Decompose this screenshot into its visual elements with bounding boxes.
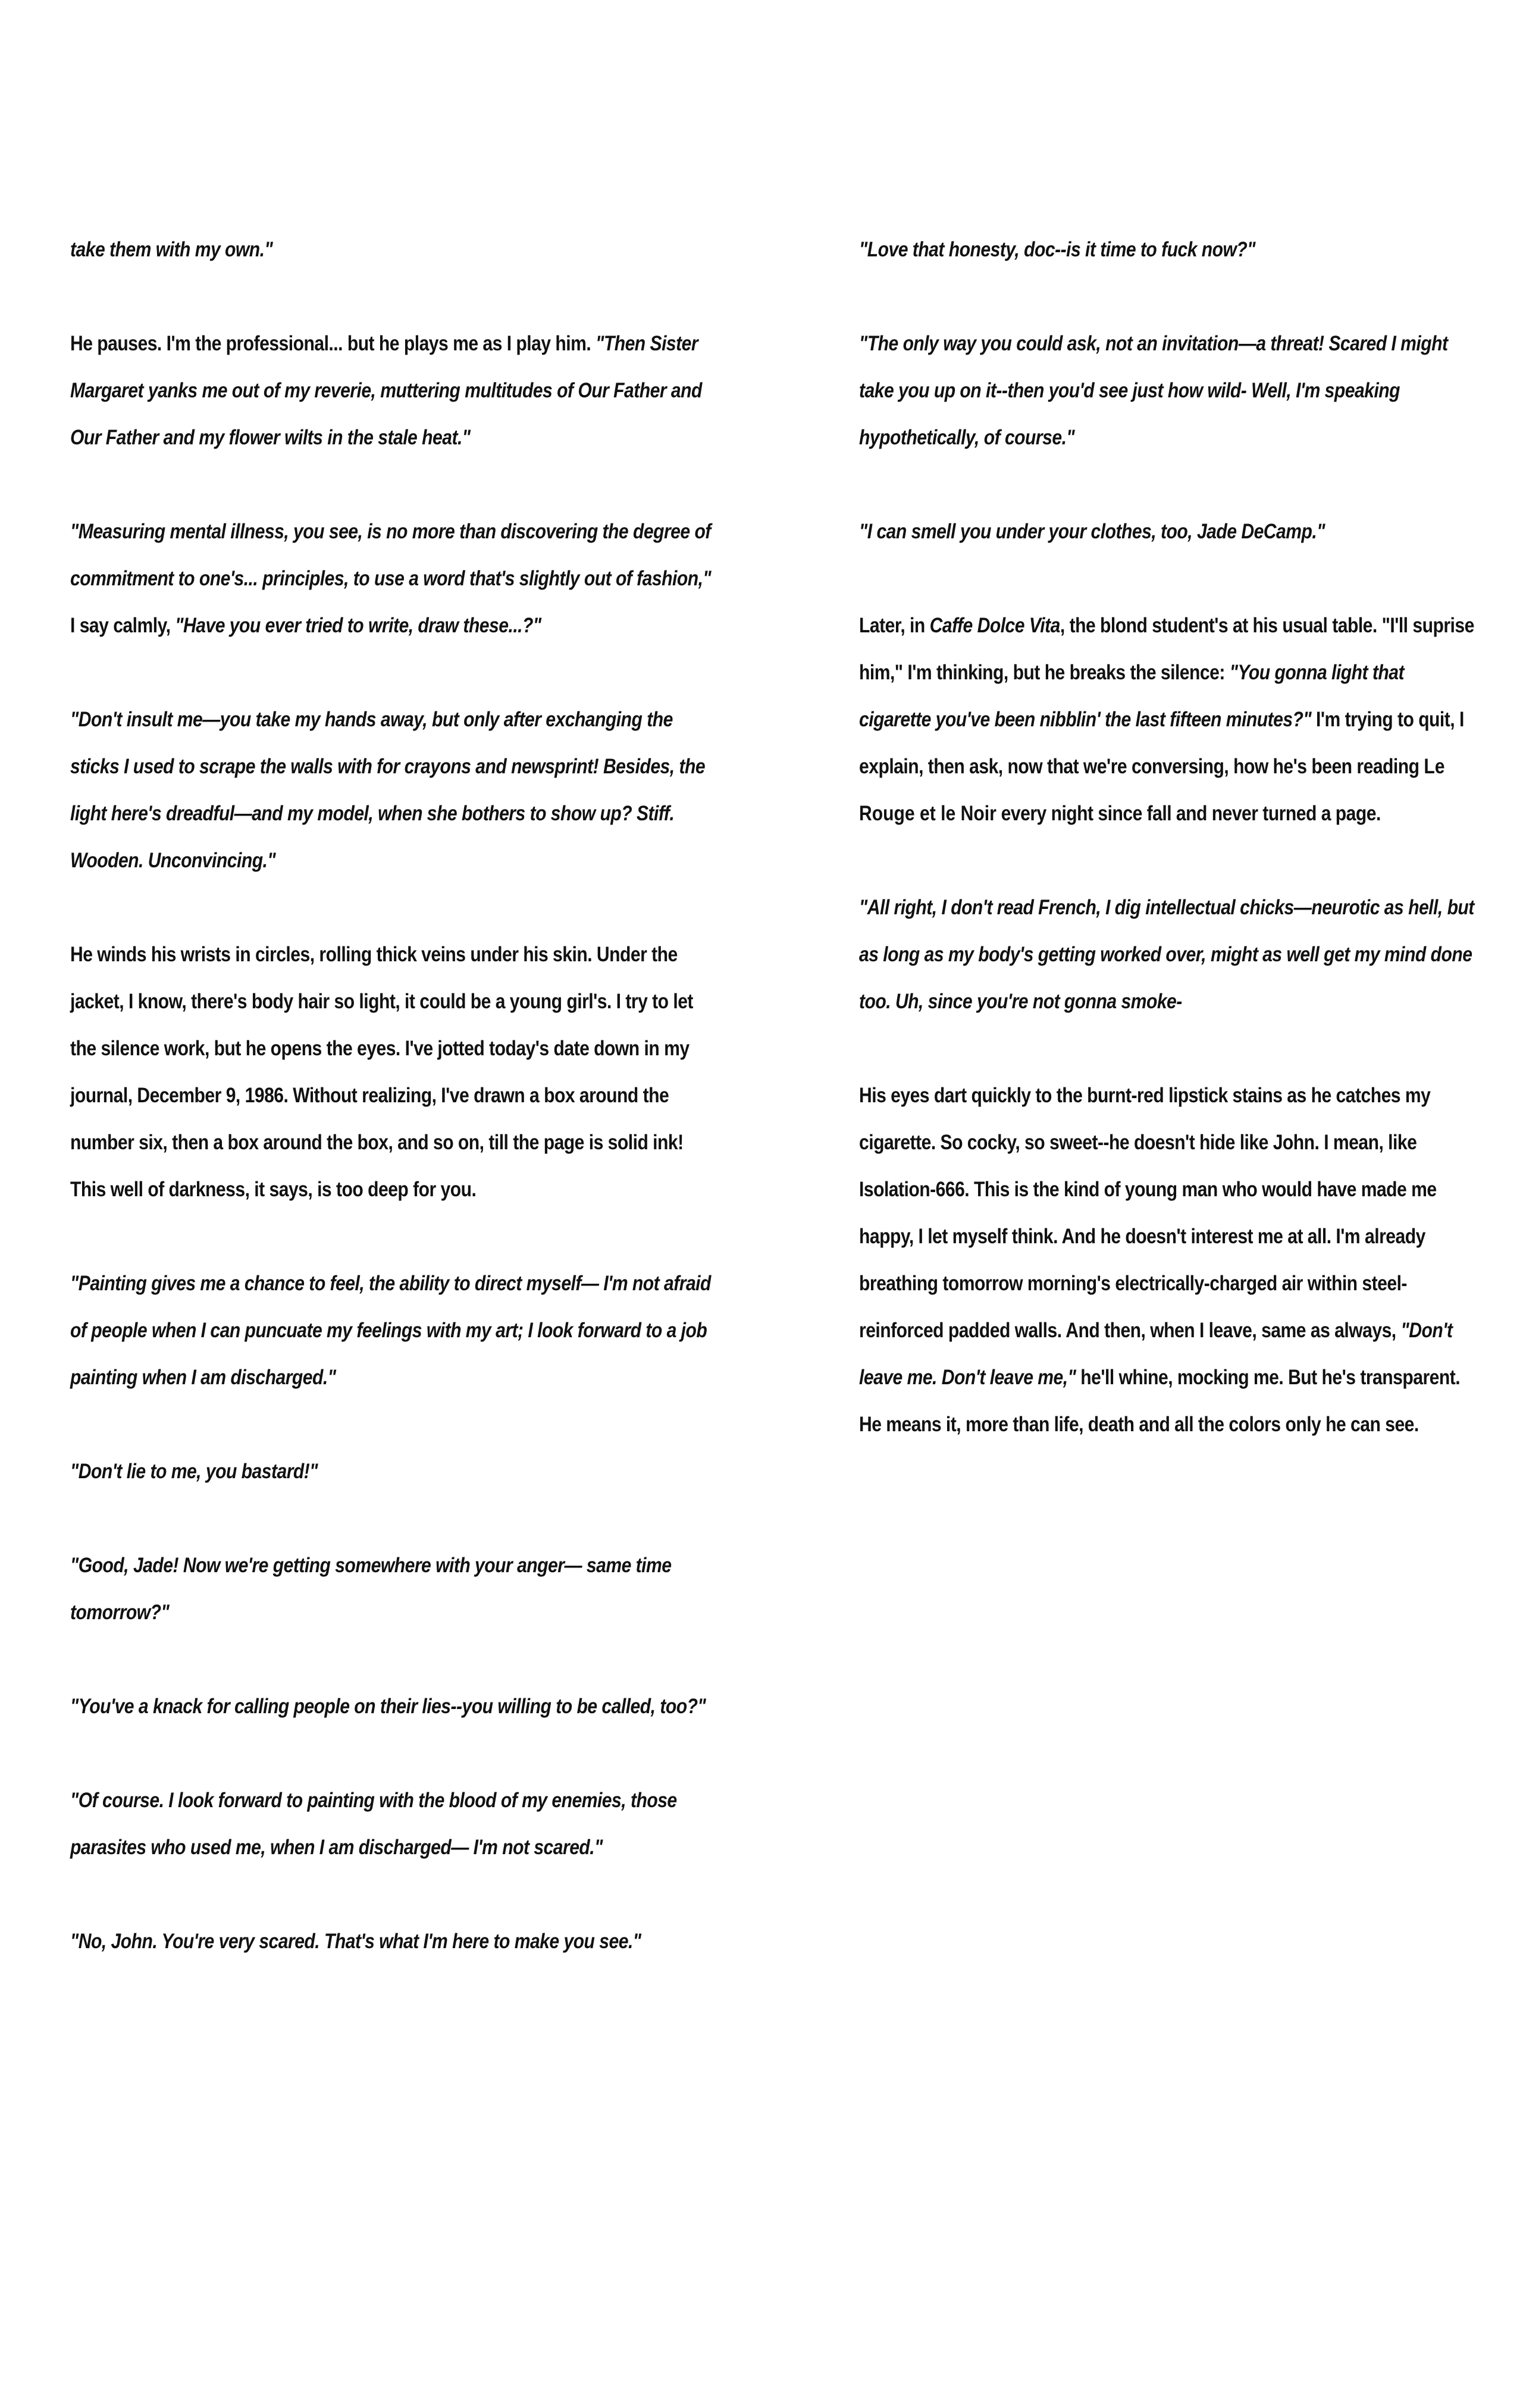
text-run: "Don't insult me—you take my hands away, but only after exchanging the sticks I used to scrape the walls with for crayons and newsprint! Besides, the light here's dreadful—and my model, when she bothers to show up? Stiff. Wooden. Unconvincing." xyxy=(70,708,706,872)
paragraph xyxy=(859,602,1476,837)
paragraph xyxy=(70,1260,711,1401)
paragraph xyxy=(70,1777,711,1871)
text-run: His eyes dart quickly to the burnt-red lipstick stains as he catches my cigarette. So cocky, so sweet--he doesn't hide like John. I mean, like Isolation-666. This is the kind of young man who would have made me happy, I let myself think. And he doesn't interest me at all. I'm already breathing tomorrow morning's electrically-charged air within steel-reinforced padded walls. And then, when I leave, same as always, xyxy=(859,1084,1437,1342)
text-run: "Of course. I look forward to painting with the blood of my enemies, those parasites who used me, when I am discharged— I'm not scared." xyxy=(70,1789,677,1859)
text-run: I'm trying to quit, I explain, then ask, now that we're conversing, how he's been reading xyxy=(859,708,1464,778)
paragraph xyxy=(70,508,711,649)
text-run: "You gonna light that cigarette you've been nibblin' the last fifteen minutes?" xyxy=(859,661,1404,731)
text-run: "All right, I don't read French, I dig intellectual chicks—neurotic as hell, but as long as my body's getting worked over, might as well get my mind done too. Uh, since you're not gonna smoke- xyxy=(859,896,1474,1013)
paragraph xyxy=(859,1072,1476,1448)
text-run: "Then Sister Margaret yanks me out of my reverie, muttering multitudes of Our Father and Our Father and my flower wilts in the stale heat." xyxy=(70,332,702,449)
paragraph xyxy=(70,696,711,884)
text-run: "Don't leave me. Don't leave me," xyxy=(859,1319,1453,1389)
text-run: Le Rouge et le Noir xyxy=(859,755,1445,825)
paragraph xyxy=(859,884,1476,1025)
text-run: "Painting gives me a chance to feel, the ability to direct myself— I'm not afraid of people when I can puncuate my feelings with my art; I look forward to a job painting when I am discharged." xyxy=(70,1272,711,1389)
text-run: take them with my own." xyxy=(70,238,273,261)
text-run: , the blond student's at his usual table. "I'll suprise him," I'm thinking, but he breaks the silence: xyxy=(859,614,1474,684)
paragraph xyxy=(70,320,711,461)
paragraph xyxy=(859,508,1476,555)
left-column xyxy=(70,226,713,1965)
text-run: Later, in xyxy=(859,614,930,637)
paragraph xyxy=(70,931,711,1213)
text-run: "Have you ever tried to write, draw these...?" xyxy=(175,614,541,637)
text-run: "The only way you could ask, not an invitation—a threat! Scared I might take you up on it--then you'd see just how wild- Well, I'm speaking hypothetically, of course." xyxy=(859,332,1448,449)
text-run: he'll whine, mocking me. But he's transparent. He means it, more than life, death and all the colors only he can see. xyxy=(859,1366,1461,1436)
paragraph xyxy=(859,320,1476,461)
paragraph xyxy=(70,1918,711,1965)
text-run: "Measuring mental illness, you see, is no more than discovering the degree of commitment to one's... principles, to use a word that's slightly out of fashion," xyxy=(70,520,712,590)
text-run: "Love that honesty, doc--is it time to fuck now?" xyxy=(859,238,1256,261)
text-run: Caffe Dolce Vita xyxy=(929,614,1060,637)
paragraph xyxy=(70,1683,711,1730)
text-run: every night since fall and never turned a page. xyxy=(996,802,1381,825)
text-run: "You've a knack for calling people on their lies--you willing to be called, too?" xyxy=(70,1695,706,1718)
text-run: "No, John. You're very scared. That's what I'm here to make you see." xyxy=(70,1930,641,1953)
text-run: "I can smell you under your clothes, too, Jade DeCamp." xyxy=(859,520,1325,543)
paragraph xyxy=(70,1448,711,1495)
text-run: "Good, Jade! Now we're getting somewhere with your anger— same time tomorrow?" xyxy=(70,1554,672,1624)
right-column xyxy=(859,226,1478,1448)
text-run: He winds his wrists in circles, rolling thick veins under his skin. Under the jacket, I know, there's body hair so light, it could be a young girl's. I try to let the silence work, but he opens the eyes. I've jotted today's date down in my journal, December 9, 1986. Without realizing, I've drawn a box around the number six, then a box around the box, and so on, till the page is solid ink! This well of darkness, it says, is too deep for you. xyxy=(70,943,693,1201)
text-run: "Don't lie to me, you bastard!" xyxy=(70,1460,318,1483)
text-run: I say calmly, xyxy=(70,614,176,637)
paragraph xyxy=(70,1542,711,1636)
text-run: He pauses. I'm the professional... but he plays me as I play him. xyxy=(70,332,596,355)
paragraph xyxy=(859,226,1476,273)
paragraph xyxy=(70,226,711,273)
